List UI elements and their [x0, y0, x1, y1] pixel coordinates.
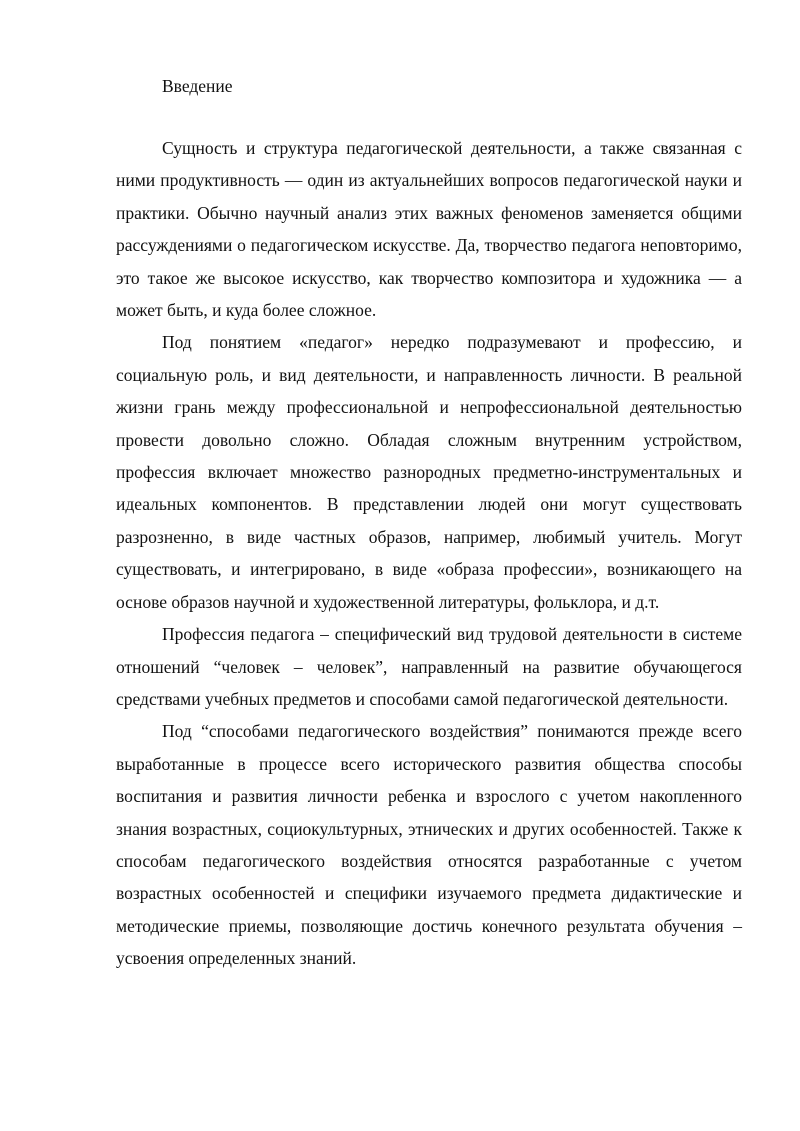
section-heading: Введение	[162, 76, 233, 96]
paragraph-4: Под “способами педагогического воздействия” понимаются прежде всего выработанные в процессе всего исторического развития общества способы воспитания и развития личности ребенка и взрослого с учетом накопленного знания возрастных, социокультурных, этнических и других особенностей. Также к способам педагогического воздействия относятся разработанные с учетом возрастных особенностей и специфики изучаемого предмета дидактические и методические приемы, позволяющие достичь конечного результата обучения – усвоения определенных знаний.	[116, 721, 742, 969]
spacer	[116, 102, 742, 132]
document-page	[116, 70, 742, 975]
paragraph-2: Под понятием «педагог» нередко подразумевают и профессию, и социальную роль, и вид деятельности, и направленность личности. В реальной жизни грань между профессиональной и непрофессиональной деятельностью провести довольно сложно. Обладая сложным внутренним устройством, профессия включает множество разнородных предметно-инструментальных и идеальных компонентов. В представлении людей они могут существовать разрозненно, в виде частных образов, например, любимый учитель. Могут существовать, и интегрировано, в виде «образа профессии», возникающего на основе образов научной и художественной литературы, фольклора, и д.т.	[116, 332, 742, 612]
paragraph-1: Сущность и структура педагогической деятельности, а также связанная с ними продуктивность — один из актуальнейших вопросов педагогической науки и практики. Обычно научный анализ этих важных феноменов заменяется общими рассуждениями о педагогическом искусстве. Да, творчество педагога неповторимо, это такое же высокое искусство, как творчество композитора и художника — а может быть, и куда более сложное.	[116, 138, 742, 321]
paragraph-3: Профессия педагога – специфический вид трудовой деятельности в системе отношений “человек – человек”, направленный на развитие обучающегося средствами учебных предметов и способами самой педагогической деятельности.	[116, 624, 742, 709]
